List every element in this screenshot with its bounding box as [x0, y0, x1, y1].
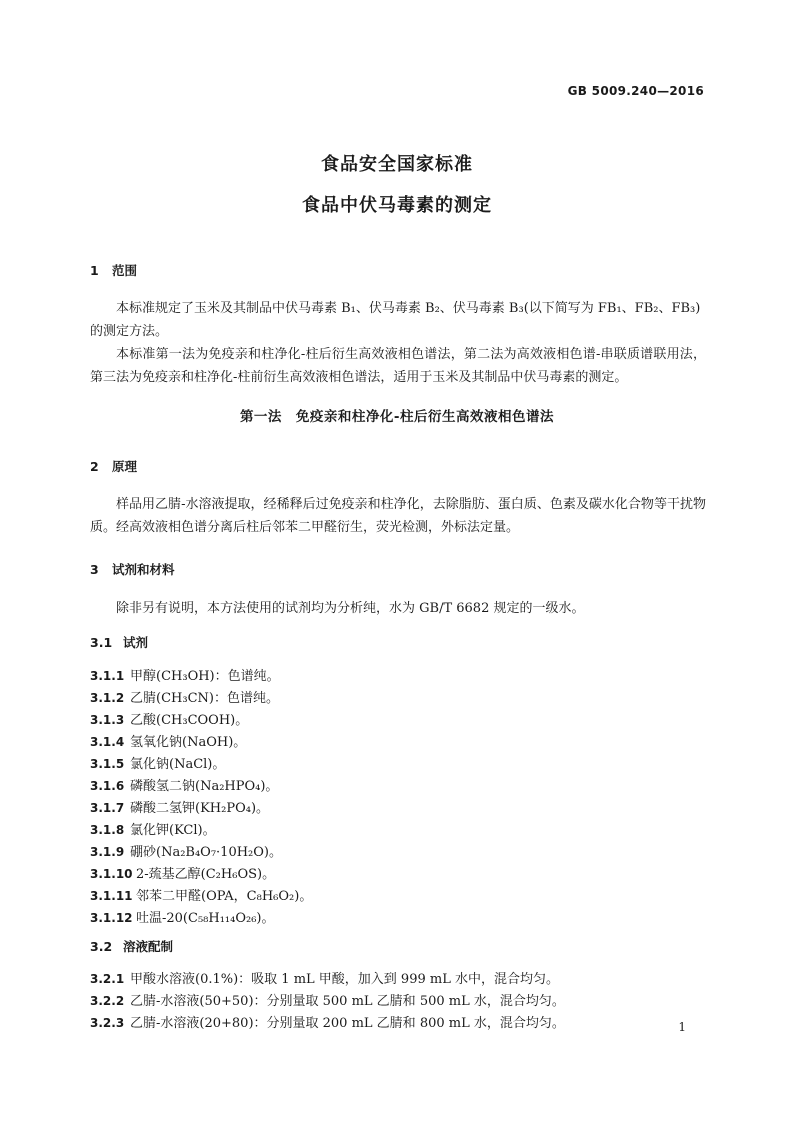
section-title: 范围 — [112, 263, 138, 278]
item-number: 3.1.7 — [90, 801, 125, 815]
section-3-heading — [90, 560, 175, 578]
section-2-heading — [90, 457, 137, 475]
item-number: 3.1.5 — [90, 757, 125, 771]
item-number: 3.1.8 — [90, 823, 125, 837]
section-number: 3.2 — [90, 939, 113, 954]
reagent-item — [90, 775, 278, 794]
item-text: 乙腈(CH₃CN)：色谱纯。 — [130, 691, 279, 706]
scope-paragraph-2: 本标准第一法为免疫亲和柱净化-柱后衍生高效液相色谱法，第二法为高效液相色谱-串联质谱联用法，第三法为免疫亲和柱净化-柱前衍生高效液相色谱法，适用于玉米及其制品中伏马毒素的测定。 — [90, 347, 706, 385]
reagent-item — [90, 819, 216, 838]
reagent-item — [90, 863, 275, 882]
item-number: 3.1.10 — [90, 867, 133, 881]
section-1-heading — [90, 261, 137, 279]
reagent-item — [90, 841, 282, 860]
item-number: 3.1.1 — [90, 669, 125, 683]
item-number: 3.1.2 — [90, 691, 125, 705]
section-3-1-heading — [90, 633, 148, 651]
item-number: 3.1.4 — [90, 735, 125, 749]
scope-paragraph-1a: 本标准规定了玉米及其制品中伏马毒素 B₁、伏马毒素 B₂、伏马毒素 B₃(以下简写为 FB₁、FB₂、FB₃) — [116, 301, 701, 316]
item-text: 磷酸氢二钠(Na₂HPO₄)。 — [130, 779, 279, 794]
item-text: 甲醇(CH₃OH)：色谱纯。 — [130, 669, 280, 684]
item-text: 2-巯基乙醇(C₂H₆OS)。 — [136, 867, 276, 882]
item-number: 3.1.9 — [90, 845, 125, 859]
standard-code: GB 5009.240—2016 — [567, 84, 704, 98]
item-text: 邻苯二甲醛(OPA，C₈H₆O₂)。 — [136, 889, 313, 904]
reagent-item — [90, 731, 246, 750]
reagent-item — [90, 907, 275, 926]
reagent-item — [90, 687, 279, 706]
item-text: 吐温-20(C₅₈H₁₁₄O₂₆)。 — [136, 911, 275, 926]
item-number: 3.2.1 — [90, 972, 125, 986]
item-number: 3.1.3 — [90, 713, 125, 727]
section-title: 试剂和材料 — [112, 562, 175, 577]
item-text: 磷酸二氢钾(KH₂PO₄)。 — [130, 801, 270, 816]
principle-paragraph: 样品用乙腈-水溶液提取，经稀释后过免疫亲和柱净化，去除脂肪、蛋白质、色素及碳水化合物等干扰物质。经高效液相色谱分离后柱后邻苯二甲醛衍生，荧光检测，外标法定量。 — [90, 497, 706, 535]
item-text: 甲酸水溶液(0.1%)：吸取 1 mL 甲酸，加入到 999 mL 水中，混合均匀。 — [130, 972, 559, 987]
section-number: 1 — [90, 263, 99, 278]
reagent-item — [90, 753, 225, 772]
document-title-line2: 食品中伏马毒素的测定 — [302, 195, 492, 216]
solution-item — [90, 990, 565, 1009]
section-number: 2 — [90, 459, 99, 474]
item-number: 3.2.3 — [90, 1016, 125, 1030]
section-title: 试剂 — [123, 635, 149, 650]
method-1-heading: 第一法 免疫亲和柱净化-柱后衍生高效液相色谱法 — [239, 409, 555, 425]
reagents-intro-paragraph: 除非另有说明，本方法使用的试剂均为分析纯，水为 GB/T 6682 规定的一级水。 — [116, 601, 585, 616]
reagent-item — [90, 885, 312, 904]
reagent-item — [90, 665, 280, 684]
item-text: 氯化钾(KCl)。 — [130, 823, 216, 838]
document-title-line1: 食品安全国家标准 — [321, 154, 473, 175]
section-title: 溶液配制 — [123, 939, 174, 954]
scope-paragraph-1 — [90, 297, 706, 320]
item-text: 氯化钠(NaCl)。 — [130, 757, 226, 772]
item-text: 乙腈-水溶液(50+50)：分别量取 500 mL 乙腈和 500 mL 水，混合均匀。 — [130, 994, 565, 1009]
section-number: 3.1 — [90, 635, 113, 650]
item-text: 乙腈-水溶液(20+80)：分别量取 200 mL 乙腈和 800 mL 水，混合均匀。 — [130, 1016, 565, 1031]
item-number: 3.1.6 — [90, 779, 125, 793]
item-text: 硼砂(Na₂B₄O₇·10H₂O)。 — [130, 845, 282, 860]
scope-paragraph-1-cont: 的测定方法。 — [90, 324, 169, 339]
item-number: 3.1.11 — [90, 889, 133, 903]
item-number: 3.2.2 — [90, 994, 125, 1008]
solution-item — [90, 968, 559, 987]
item-number: 3.1.12 — [90, 911, 133, 925]
solution-item — [90, 1012, 565, 1031]
section-number: 3 — [90, 562, 99, 577]
item-text: 氢氧化钠(NaOH)。 — [130, 735, 247, 750]
reagent-item — [90, 709, 248, 728]
section-3-2-heading — [90, 937, 173, 955]
section-title: 原理 — [112, 459, 138, 474]
page-number: 1 — [678, 1020, 686, 1034]
reagent-item — [90, 797, 269, 816]
item-text: 乙酸(CH₃COOH)。 — [130, 713, 249, 728]
